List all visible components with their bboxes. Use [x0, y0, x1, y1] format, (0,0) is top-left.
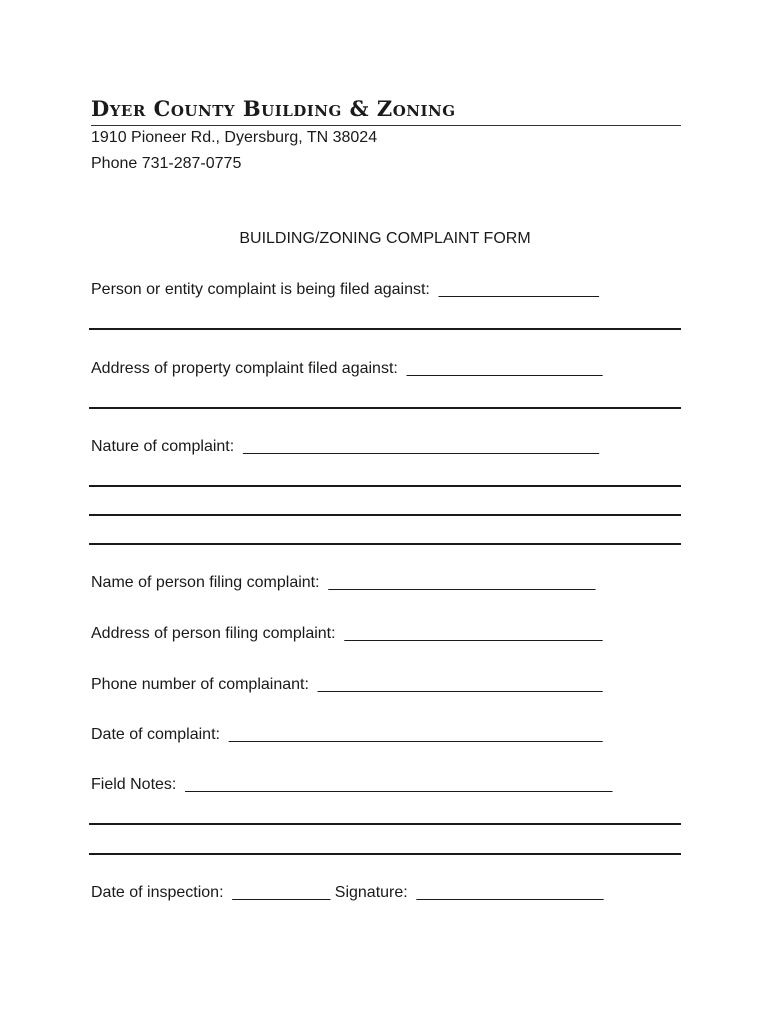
field-filer-address-input[interactable]: _____________________________ [344, 625, 603, 642]
field-nature-label: Nature of complaint: [91, 438, 235, 455]
field-property-address-label: Address of property complaint filed against: [91, 360, 398, 377]
field-nature-extra-line-2[interactable] [89, 514, 681, 516]
field-filer-name [91, 574, 595, 592]
field-inspection-date-label: Date of inspection: [91, 884, 224, 901]
field-complainant-phone-input[interactable]: ________________________________ [317, 676, 603, 693]
field-nature-input[interactable]: ________________________________________ [243, 438, 600, 455]
form-title: BUILDING/ZONING COMPLAINT FORM [239, 230, 531, 247]
field-notes-input[interactable]: ________________________________________________ [185, 776, 613, 793]
field-against-extra-line[interactable] [89, 328, 681, 330]
field-property-address [91, 360, 602, 378]
field-filer-name-label: Name of person filing complaint: [91, 574, 320, 591]
field-nature-extra-line-1[interactable] [89, 485, 681, 487]
field-filer-address-label: Address of person filing complaint: [91, 625, 336, 642]
field-property-address-input[interactable]: ______________________ [406, 360, 603, 377]
field-inspection-signature-row [91, 884, 603, 902]
field-notes-label: Field Notes: [91, 776, 177, 793]
field-inspection-date-input[interactable]: ___________ [232, 884, 331, 901]
header-divider [91, 125, 681, 126]
field-complaint-date [91, 726, 603, 744]
field-notes-extra-line-1[interactable] [89, 823, 681, 825]
field-against [91, 281, 599, 299]
field-signature-input[interactable]: _____________________ [416, 884, 604, 901]
field-filer-name-input[interactable]: ______________________________ [328, 574, 596, 591]
field-complaint-date-label: Date of complaint: [91, 726, 220, 743]
field-against-input[interactable]: __________________ [438, 281, 599, 298]
org-address: 1910 Pioneer Rd., Dyersburg, TN 38024 [91, 129, 378, 146]
field-property-address-extra-line[interactable] [89, 407, 681, 409]
field-filer-address [91, 625, 603, 643]
field-complainant-phone [91, 676, 603, 694]
field-notes-extra-line-2[interactable] [89, 853, 681, 855]
field-complainant-phone-label: Phone number of complainant: [91, 676, 309, 693]
field-complaint-date-input[interactable]: __________________________________________ [228, 726, 603, 743]
org-name: Dyer County Building & Zoning [91, 96, 456, 121]
field-against-label: Person or entity complaint is being filed against: [91, 281, 430, 298]
field-notes [91, 776, 612, 794]
field-nature-extra-line-3[interactable] [89, 543, 681, 545]
org-phone: Phone 731-287-0775 [91, 155, 242, 172]
field-signature-label: Signature: [334, 884, 408, 901]
field-nature [91, 438, 599, 456]
